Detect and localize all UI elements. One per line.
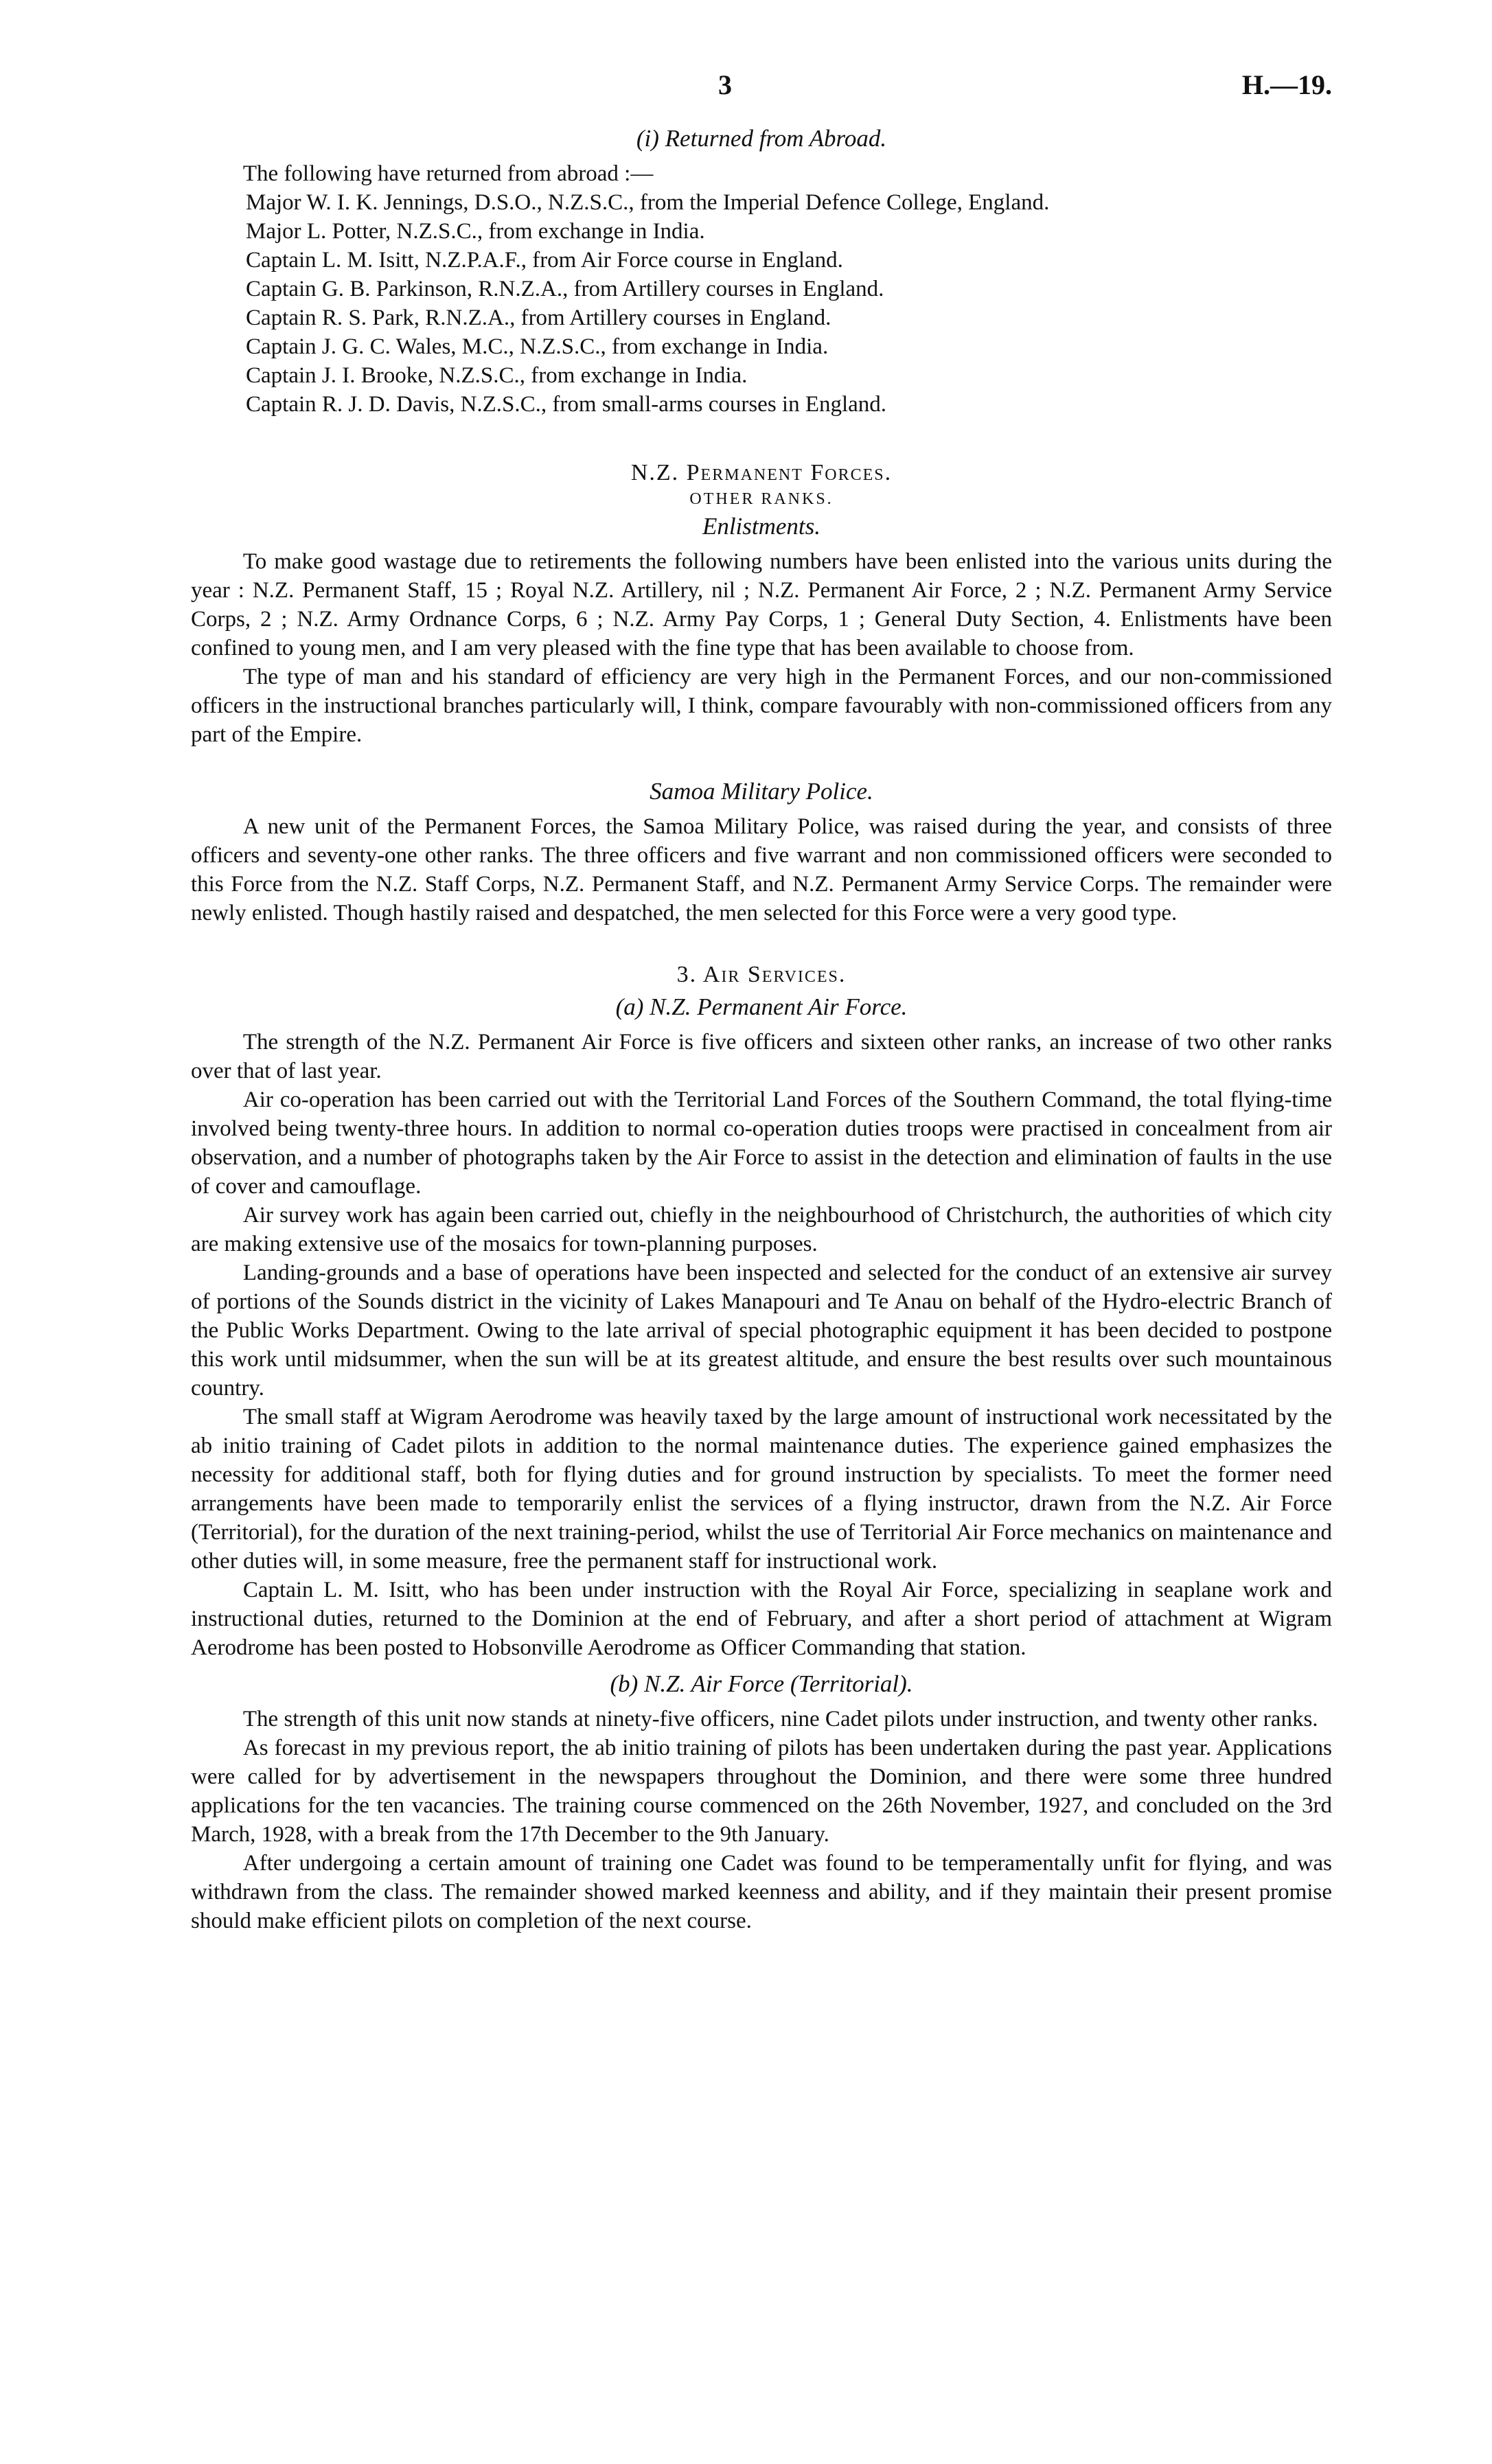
document-page [191,69,1332,1935]
paf-paragraph: Captain L. M. Isitt, who has been under instruction with the Royal Air Force, specializing in seaplane work and instructional duties, returned to the Dominion at the end of February, and after a short period of attachment at Wigram Aerodrome has been posted to Hobsonville Aerodrome as Officer Commanding that station. [191,1578,1332,1660]
returned-abroad-intro: The following have returned from abroad :— [242,161,654,186]
permanent-air-force-heading: (a) N.Z. Permanent Air Force. [615,993,908,1020]
paf-paragraph: Air co-operation has been carried out with the Territorial Land Forces of the Southern Command, the total flying-time involved being twenty-three hours. In addition to normal co-operation duties troops were practised in concealment from air observation, and a number of photographs taken by the Air Force to assist in the detection and elimination of faults in the use of cover and camouflage. [191,1087,1332,1199]
territorial-paragraph: After undergoing a certain amount of training one Cadet was found to be temperamentally unfit for flying, and was withdrawn from the class. The remainder showed marked keenness and ability, and if they maintain their present promise should make efficient pilots on completion of the next course. [191,1851,1332,1933]
permanent-forces-heading: N.Z. Permanent Forces. [630,460,893,485]
document-reference: H.—19. [1241,69,1332,100]
air-services-heading: 3. Air Services. [676,962,847,987]
territorial-paragraph: The strength of this unit now stands at ninety-five officers, nine Cadet pilots under instruction, and twenty other ranks. [242,1707,1318,1731]
paf-paragraph: The small staff at Wigram Aerodrome was heavily taxed by the large amount of instructional work necessitated by the ab initio training of Cadet pilots in addition to the normal maintenance duties. The experience gained emphasizes the necessity for additional staff, both for flying duties and for ground instruction by specialists. To meet the former need arrangements have been made to temporarily enlist the services of a flying instructor, drawn from the N.Z. Air Force (Territorial), for the duration of the next training-period, whilst the use of Territorial Air Force mechanics on maintenance and other duties will, in some measure, free the permanent staff for instructional work. [191,1405,1332,1574]
enlistments-heading: Enlistments. [702,513,821,540]
samoa-paragraph: A new unit of the Permanent Forces, the Samoa Military Police, was raised during the year, and consists of three officers and seventy-one other ranks. The three officers and five warrant and non commissioned officers were seconded to this Force from the N.Z. Staff Corps, N.Z. Permanent Staff, and N.Z. Permanent Army Service Corps. The remainder were newly enlisted. Though hastily raised and despatched, the men selected for this Force were a very good type. [191,814,1332,925]
list-item: Captain G. B. Parkinson, R.N.Z.A., from Artillery courses in England. [246,277,884,301]
other-ranks-subheading: OTHER RANKS. [689,490,834,508]
territorial-paragraph: As forecast in my previous report, the ab initio training of pilots has been undertaken during the past year. Applications were called for by advertisement in the newspapers throughout the Dominion, and there were some three hundred applications for the ten vacancies. The training course commenced on the 26th November, 1927, and concluded on the 3rd March, 1928, with a break from the 17th December to the 9th January. [191,1736,1332,1847]
list-item: Captain R. J. D. Davis, N.Z.S.C., from small-arms courses in England. [246,392,887,417]
list-item: Captain J. G. C. Wales, M.C., N.Z.S.C., from exchange in India. [246,334,829,359]
samoa-heading: Samoa Military Police. [650,778,873,805]
page-number: 3 [718,69,732,100]
list-item: Major L. Potter, N.Z.S.C., from exchange in India. [246,219,705,244]
returned-abroad-heading: (i) Returned from Abroad. [636,125,887,152]
list-item: Captain R. S. Park, R.N.Z.A., from Artillery courses in England. [246,306,831,330]
paf-paragraph: Landing-grounds and a base of operations have been inspected and selected for the conduct of an extensive air survey of portions of the Sounds district in the vicinity of Lakes Manapouri and Te Anau on behalf of the Hydro-electric Branch of the Public Works Department. Owing to the late arrival of special photographic equipment it has been decided to postpone this work until midsummer, when the sun will be at its greatest altitude, and ensure the best results over such mountainous country. [191,1260,1332,1401]
list-item: Captain L. M. Isitt, N.Z.P.A.F., from Air Force course in England. [246,248,843,273]
page-header [191,69,1332,117]
enlistments-paragraph: To make good wastage due to retirements the following numbers have been enlisted into the various units during the year : N.Z. Permanent Staff, 15 ; Royal N.Z. Artillery, nil ; N.Z. Permanent Air Force, 2 ; N.Z. Permanent Army Service Corps, 2 ; N.Z. Army Ordnance Corps, 6 ; N.Z. Army Pay Corps, 1 ; General Duty Section, 4. Enlistments have been confined to young men, and I am very pleased with the fine type that has been available to choose from. [191,549,1332,660]
officer-list [191,188,1332,419]
list-item: Captain J. I. Brooke, N.Z.S.C., from exchange in India. [246,363,748,388]
paf-paragraph: Air survey work has again been carried out, chiefly in the neighbourhood of Christchurch, the authorities of which city are making extensive use of the mosaics for town-planning purposes. [191,1203,1332,1256]
territorial-air-force-heading: (b) N.Z. Air Force (Territorial). [610,1670,913,1697]
list-item: Major W. I. K. Jennings, D.S.O., N.Z.S.C., from the Imperial Defence College, England. [246,190,1050,215]
paf-paragraph: The strength of the N.Z. Permanent Air Force is five officers and sixteen other ranks, an increase of two other ranks over that of last year. [191,1030,1332,1083]
efficiency-paragraph: The type of man and his standard of efficiency are very high in the Permanent Forces, and our non-commissioned officers in the instructional branches particularly will, I think, compare favourably with non-commissioned officers from any part of the Empire. [191,665,1332,747]
